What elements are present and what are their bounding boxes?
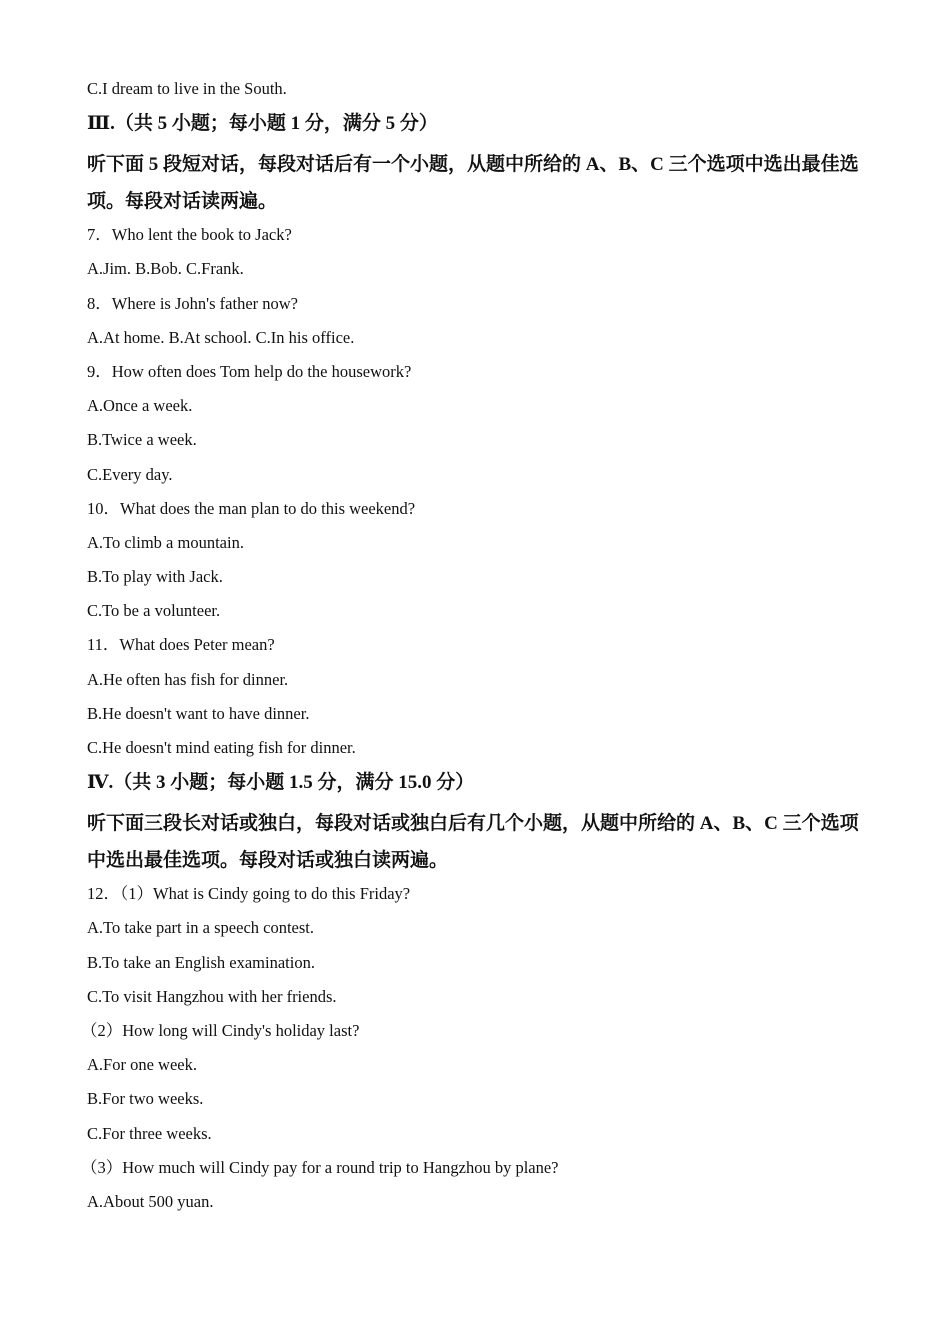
question-11: 11．What does Peter mean? [87, 635, 275, 655]
option-12-3a: A.About 500 yuan. [87, 1191, 214, 1211]
option-11c: C.He doesn't mind eating fish for dinner. [87, 738, 356, 757]
section-heading-4: Ⅳ.（共 3 小题；每小题 1.5 分，满分 15.0 分） [87, 772, 475, 794]
options-8: A.At home. B.At school. C.In his office. [87, 327, 355, 347]
option-9c: C.Every day. [87, 464, 173, 484]
question-9: 9．How often does Tom help do the housework? [87, 361, 412, 381]
option-12-2b: B.For two weeks. [87, 1089, 204, 1109]
option-line: C.I dream to live in the South. [87, 79, 287, 98]
option-11b: B.He doesn't want to have dinner. [87, 703, 310, 723]
question-8: 8．Where is John's father now? [87, 293, 298, 313]
question-12-3: （3）How much will Cindy pay for a round trip to Hangzhou by plane? [81, 1157, 559, 1177]
question-10: 10．What does the man plan to do this weekend? [87, 498, 416, 518]
document-page [81, 79, 867, 1226]
option-12-2a: A.For one week. [87, 1055, 197, 1075]
option-10c: C.To be a volunteer. [87, 601, 221, 621]
question-7: 7．Who lent the book to Jack? [87, 225, 292, 245]
option-12-2c: C.For three weeks. [87, 1123, 212, 1143]
option-12-1a: A.To take part in a speech contest. [87, 918, 315, 938]
question-12-1: 12．（1）What is Cindy going to do this Friday? [87, 884, 411, 904]
option-12-1b: B.To take an English examination. [87, 952, 315, 972]
question-12-2: （2）How long will Cindy's holiday last? [81, 1020, 360, 1040]
option-11a: A.He often has fish for dinner. [87, 669, 289, 689]
options-7: A.Jim. B.Bob. C.Frank. [87, 259, 244, 279]
option-10a: A.To climb a mountain. [87, 532, 244, 552]
section-heading-3: Ⅲ.（共 5 小题；每小题 1 分，满分 5 分） [87, 113, 438, 135]
section-instructions-4: 听下面三段长对话或独白，每段对话或独白后有几个小题，从题中所给的 A、B、C 三个选项中选出最佳选项。每段对话或独白读两遍。 [87, 813, 859, 872]
option-10b: B.To play with Jack. [87, 567, 223, 587]
option-9a: A.Once a week. [87, 396, 193, 416]
option-9b: B.Twice a week. [87, 430, 197, 450]
section-instructions-3: 听下面 5 段短对话，每段对话后有一个小题，从题中所给的 A、B、C 三个选项中选出最佳选项。每段对话读两遍。 [87, 154, 859, 213]
option-12-1c: C.To visit Hangzhou with her friends. [87, 986, 337, 1006]
